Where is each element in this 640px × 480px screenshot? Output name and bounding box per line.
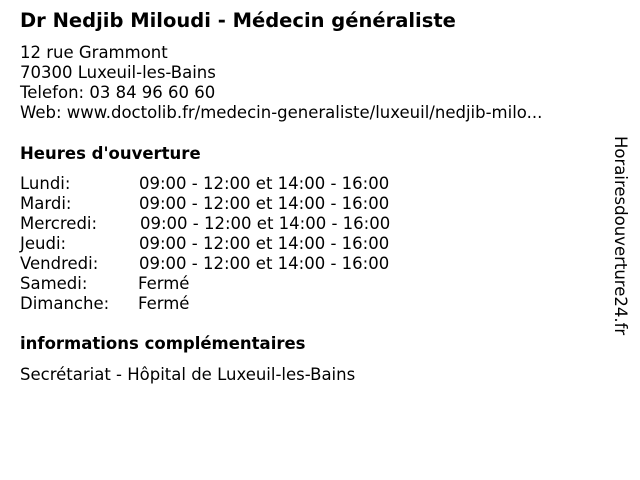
additional-info-text: Secrétariat - Hôpital de Luxeuil-les-Bains	[20, 365, 356, 384]
day-label: Lundi:	[20, 174, 71, 193]
day-label: Dimanche:	[20, 294, 110, 313]
watermark-text: Horairesdouverture24.fr	[611, 136, 630, 336]
hours-value: 09:00 - 12:00 et 14:00 - 16:00	[139, 194, 390, 213]
hours-value: 09:00 - 12:00 et 14:00 - 16:00	[139, 254, 390, 273]
hours-value: 09:00 - 12:00 et 14:00 - 16:00	[139, 174, 390, 193]
opening-hours-heading: Heures d'ouverture	[20, 144, 201, 163]
day-label: Mercredi:	[20, 214, 98, 233]
day-label: Samedi:	[20, 274, 88, 293]
day-label: Vendredi:	[20, 254, 99, 273]
additional-info-heading: informations complémentaires	[20, 334, 306, 353]
day-label: Jeudi:	[20, 234, 67, 253]
street-address: 12 rue Grammont	[20, 43, 168, 62]
phone-number: Telefon: 03 84 96 60 60	[20, 83, 216, 102]
watermark	[612, 136, 632, 346]
hours-value: 09:00 - 12:00 et 14:00 - 16:00	[140, 214, 391, 233]
hours-value: 09:00 - 12:00 et 14:00 - 16:00	[139, 234, 390, 253]
address-block	[20, 43, 542, 123]
hours-value: Fermé	[138, 274, 190, 293]
website-url: Web: www.doctolib.fr/medecin-generaliste/luxeuil/nedjib-milo...	[20, 103, 543, 122]
city-address: 70300 Luxeuil-les-Bains	[20, 63, 216, 82]
hours-value: Fermé	[138, 294, 190, 313]
page-title: Dr Nedjib Miloudi - Médecin généraliste	[20, 9, 456, 32]
day-label: Mardi:	[20, 194, 72, 213]
